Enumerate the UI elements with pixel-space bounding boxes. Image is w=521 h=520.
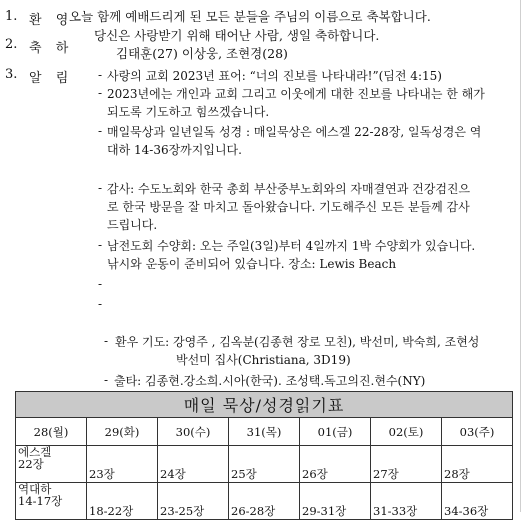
announcement-line: 박선미 집사(Christiana, 3D19)	[176, 353, 351, 367]
table-cell: 34-36장	[442, 483, 513, 520]
announcement-line: 출타: 김종현.강소희.시아(한국). 조성택.독고의진.현수(NY)	[114, 374, 426, 388]
announcement-bullet: -	[104, 334, 109, 348]
day-header: 30(수)	[158, 418, 229, 446]
announcement-line: 드립니다.	[107, 218, 158, 232]
day-header: 28(월)	[16, 418, 87, 446]
announcement-line: 낚시와 운동이 준비되어 있습니다. 장소: Lewis Beach	[107, 257, 397, 271]
day-header: 01(금)	[300, 418, 371, 446]
row-label-book: 에스겔	[18, 445, 52, 459]
table-title-row	[16, 392, 513, 418]
announcement-line: 감사: 수도노회와 한국 총회 부산중부노회와의 자매결연과 건강검진으	[107, 182, 471, 196]
section-3-heading: 알 림	[29, 71, 74, 86]
table-cell: 23장	[87, 446, 158, 483]
table-cell: 28장	[442, 446, 513, 483]
day-header: 02(토)	[371, 418, 442, 446]
table-row-label	[16, 446, 87, 483]
table-title: 매일 묵상/성경읽기표	[16, 392, 513, 418]
announcement-bullet: -	[104, 373, 109, 387]
section-1-number: 1.	[5, 9, 18, 24]
day-header: 03(주)	[442, 418, 513, 446]
welcome-text: 오늘 함께 예배드리게 된 모든 분들을 주님의 이름으로 축복합니다.	[69, 9, 431, 24]
table-cell: 26-28장	[229, 483, 300, 520]
announcement-bullet: -	[98, 297, 103, 311]
announcement-line: 환우 기도: 강영주 , 김옥분(김종현 장로 모친), 박선미, 박숙희, 조현성	[115, 335, 480, 349]
day-header: 29(화)	[87, 418, 158, 446]
announcement-line: 2023년에는 개인과 교회 그리고 이웃에게 대한 진보를 나타내는 한 해가	[107, 87, 485, 101]
birthday-names: 김태훈(27) 이상웅, 조현경(28)	[116, 46, 288, 61]
announcement-bullet: -	[98, 277, 103, 291]
table-cell: 24장	[158, 446, 229, 483]
table-cell: 26장	[300, 446, 371, 483]
row-label-chapter: 22장	[18, 457, 44, 471]
table-row-label	[16, 483, 87, 520]
announcement-line: 대하 14-36장까지입니다.	[107, 143, 242, 157]
announcement-bullet: -	[98, 181, 103, 195]
announcement-bullet: -	[98, 86, 103, 100]
table-row	[16, 446, 513, 483]
announcement-bullet: -	[98, 238, 103, 252]
section-2-heading: 축 하	[29, 41, 74, 56]
section-3-number: 3.	[5, 67, 18, 82]
row-label-book: 역대하	[18, 482, 52, 496]
table-cell: 23-25장	[158, 483, 229, 520]
announcement-line: 로 한국 방문을 잘 마치고 돌아왔습니다. 기도해주신 모든 분들께 감사	[107, 200, 470, 214]
reading-plan-table	[15, 391, 513, 520]
row-label-chapter: 14-17장	[18, 494, 63, 508]
birthday-text: 당신은 사랑받기 위해 태어난 사람, 생일 축하합니다.	[94, 28, 380, 43]
table-cell: 25장	[229, 446, 300, 483]
announcement-bullet: -	[98, 124, 103, 138]
day-header: 31(목)	[229, 418, 300, 446]
section-2-number: 2.	[5, 37, 18, 52]
table-cell: 31-33장	[371, 483, 442, 520]
announcement-line: 남전도회 수양회: 오는 주일(3일)부터 4일까지 1박 수양회가 있습니다.	[107, 239, 476, 253]
announcement-line: 매일묵상과 일년일독 성경 : 매일묵상은 에스겔 22-28장, 일독성경은 역	[107, 125, 482, 139]
table-cell: 27장	[371, 446, 442, 483]
table-cell: 29-31장	[300, 483, 371, 520]
announcement-line: 사랑의 교회 2023년 표어: “너의 진보를 나타내라!”(딤전 4:15)	[107, 69, 442, 83]
table-cell: 18-22장	[87, 483, 158, 520]
table-header-row	[16, 418, 513, 446]
announcement-bullet: -	[98, 68, 103, 82]
announcement-line: 되도록 기도하고 힘쓰겠습니다.	[107, 105, 270, 119]
section-1-heading: 환 영	[29, 13, 74, 28]
table-row	[16, 483, 513, 520]
